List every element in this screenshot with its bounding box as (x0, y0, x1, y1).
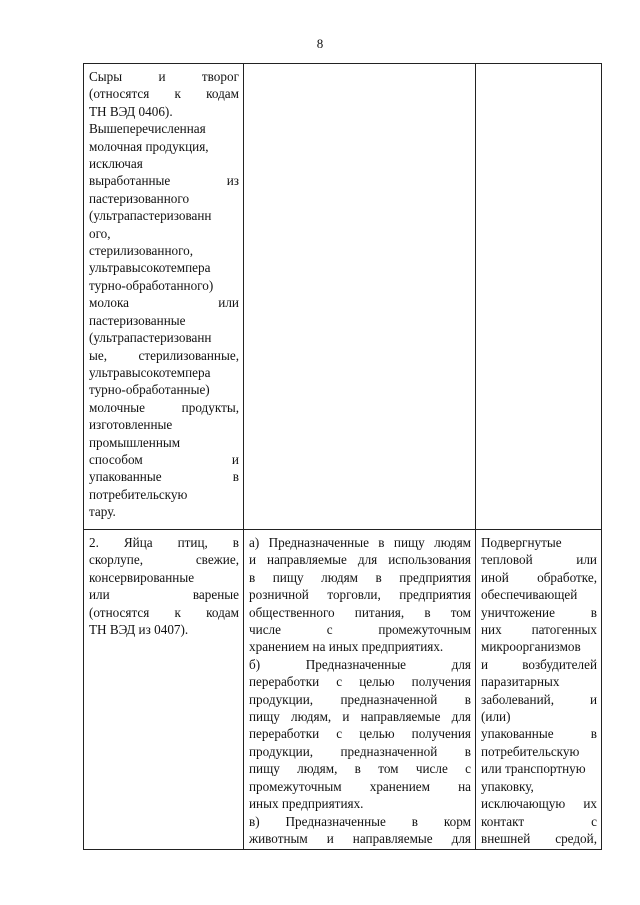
text-line: микроорганизмов (481, 639, 581, 655)
text-line: турно-обработанного) (89, 277, 214, 293)
text-line: б) Предназначенные для (249, 656, 471, 672)
text-line: ультравысокотемпера (89, 260, 211, 276)
text-line: молочные продукты, (89, 399, 239, 415)
text-line: пастеризованного (89, 190, 190, 206)
regulation-table (83, 63, 602, 850)
text-line: продукции, предназначенной в (249, 691, 471, 707)
table-row (84, 530, 602, 850)
text-line: 2. Яйца птиц, в (89, 535, 239, 550)
text-line: пищу людям, в том числе с (249, 761, 471, 777)
text-line: хранением на иных предприятиях. (249, 639, 444, 655)
text-line: промышленным (89, 434, 181, 450)
text-line: стерилизованного, (89, 243, 194, 259)
text-line: консервированные (89, 569, 195, 585)
text-line: Подвергнутые (481, 535, 562, 550)
text-line: числе с промежуточным (249, 622, 471, 638)
text-line: турно-обработанные) (89, 382, 210, 398)
text-line: переработки с целью получения (249, 726, 471, 742)
text-line: а) Предназначенные в пищу людям (249, 535, 471, 550)
text-line: и направляемые для использования (249, 552, 471, 568)
text-line: общественного питания, в том (249, 604, 471, 620)
text-line: ультравысокотемпера (89, 364, 211, 380)
purpose-cell (244, 64, 476, 530)
text-line: или транспортную (481, 761, 586, 777)
text-line: способом и (89, 451, 239, 467)
text-line: и возбудителей (481, 656, 597, 672)
product-cell (84, 64, 244, 530)
text-line: (ультрапастеризованн (89, 208, 212, 224)
text-line: скорлупе, свежие, (89, 552, 239, 568)
page-number: 8 (316, 36, 324, 51)
text-line: упаковку, (481, 778, 534, 794)
text-line: Сыры и творог (89, 69, 239, 84)
table-row (84, 64, 602, 530)
text-line: заболеваний, и (481, 691, 597, 707)
text-line: (относятся к кодам (89, 86, 239, 102)
text-line: ые, стерилизованные, (89, 347, 239, 363)
text-line: иной обработке, (481, 569, 597, 585)
text-line: паразитарных (481, 674, 560, 690)
text-line: изготовленные (89, 417, 173, 433)
text-line: или вареные (89, 587, 239, 603)
text-line: уничтожение в (481, 604, 597, 620)
text-line: потребительскую (89, 486, 188, 502)
text-line: промежуточным хранением на (249, 778, 471, 794)
text-line: исключающую их (481, 796, 597, 812)
text-line: исключая (89, 156, 143, 172)
text-line: (ультрапастеризованн (89, 330, 212, 346)
text-line: молочная продукция, (89, 138, 209, 154)
text-line: животным и направляемые для (249, 830, 471, 846)
text-line: внешней средой, (481, 830, 597, 846)
text-line: тару. (89, 504, 116, 520)
text-line: продукции, предназначенной в (249, 743, 471, 759)
text-line: потребительскую (481, 743, 580, 759)
text-line: Вышеперечисленная (89, 121, 206, 137)
condition-cell (476, 64, 602, 530)
text-line: (относятся к кодам (89, 604, 239, 620)
text-line: иных предприятиях. (249, 796, 364, 812)
product-cell (84, 530, 244, 850)
text-line: обеспечивающей (481, 587, 578, 603)
text-line: ТН ВЭД из 0407). (89, 622, 189, 638)
text-line: розничной торговли, предприятия (249, 587, 471, 603)
text-line: пищу людям, и направляемые для (249, 709, 471, 725)
text-line: в) Предназначенные в корм (249, 813, 471, 829)
text-line: них патогенных (481, 622, 597, 638)
text-line: упакованные в (89, 469, 239, 485)
text-line: контакт с (481, 813, 597, 829)
text-line: в пищу людям в предприятия (249, 569, 471, 585)
text-line: переработки с целью получения (249, 674, 471, 690)
text-line: (или) (481, 709, 511, 725)
condition-cell (476, 530, 602, 850)
text-line: выработанные из (89, 173, 239, 189)
purpose-cell (244, 530, 476, 850)
text-line: ТН ВЭД 0406). (89, 103, 173, 119)
text-line: тепловой или (481, 552, 597, 568)
text-line: упакованные в (481, 726, 597, 742)
text-line: пастеризованные (89, 312, 186, 328)
text-line: ого, (89, 225, 111, 241)
text-line: молока или (89, 295, 239, 311)
